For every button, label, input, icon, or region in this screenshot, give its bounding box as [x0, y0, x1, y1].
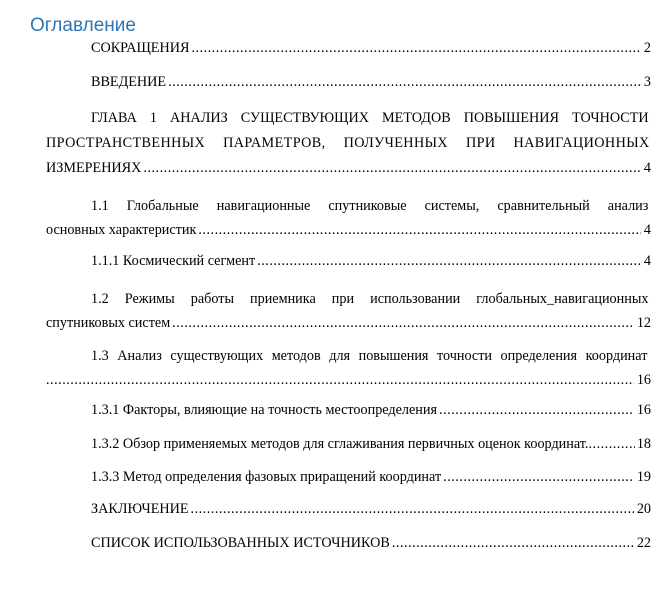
dot-leader	[257, 252, 641, 271]
dot-leader	[443, 468, 634, 487]
toc-entry-1-1[interactable]	[46, 194, 651, 242]
dot-leader	[198, 218, 641, 242]
toc-entry-1-3-2[interactable]	[46, 435, 651, 454]
toc-entry-title-line: 1.1 Глобальные навигационные спутниковые системы, сравнительный анализ	[91, 198, 649, 214]
toc-entry-references[interactable]	[46, 534, 651, 553]
dot-leader	[168, 73, 641, 92]
toc-entry-title: 1.3.3 Метод определения фазовых приращений координат	[91, 469, 442, 485]
toc-entry-title-line: ИЗМЕРЕНИЯХ	[46, 160, 142, 176]
toc-page-number: 16	[636, 372, 651, 388]
toc-entry-title: СОКРАЩЕНИЯ	[91, 40, 190, 56]
toc-page-number: 2	[643, 40, 651, 56]
toc-heading: Оглавление	[30, 15, 136, 36]
toc-entry-title-line: 1.2 Режимы работы приемника при использовании глобальных_навигационных	[91, 291, 649, 307]
dot-leader	[172, 311, 634, 335]
toc-entry-title: ЗАКЛЮЧЕНИЕ	[91, 501, 189, 517]
toc-entry-title: 1.1.1 Космический сегмент	[91, 253, 256, 269]
toc-page-number: 12	[636, 315, 651, 331]
dot-leader	[46, 368, 634, 392]
toc-entry-title: ВВЕДЕНИЕ	[91, 74, 167, 90]
toc-entry-chapter-1[interactable]	[46, 106, 651, 181]
toc-entry-abbreviations[interactable]	[46, 39, 651, 58]
dot-leader	[588, 435, 634, 454]
toc-entry-1-3-1[interactable]	[46, 401, 651, 420]
toc-entry-title: 1.3.1 Факторы, влияющие на точность местоопределения	[91, 402, 438, 418]
toc-entry-1-2[interactable]	[46, 287, 651, 335]
toc-page-number: 16	[636, 402, 651, 418]
toc-entry-title: СПИСОК ИСПОЛЬЗОВАННЫХ ИСТОЧНИКОВ	[91, 535, 390, 551]
toc-entry-title-line: спутниковых систем	[46, 315, 171, 331]
toc-page-number: 4	[643, 253, 651, 269]
toc-entry-1-3-3[interactable]	[46, 468, 651, 487]
dot-leader	[439, 401, 634, 420]
toc-page-number: 18	[636, 436, 651, 452]
dot-leader	[392, 534, 634, 553]
dot-leader	[191, 39, 640, 58]
toc-entry-title-line: 1.3 Анализ существующих методов для повышения точности определения координат	[91, 348, 648, 364]
toc-entry-1-3[interactable]	[46, 344, 651, 392]
toc-entry-introduction[interactable]	[46, 73, 651, 92]
toc-page-number: 3	[643, 74, 651, 90]
toc-entry-title: 1.3.2 Обзор применяемых методов для сглаживания первичных оценок координат.	[91, 436, 589, 452]
dot-leader	[143, 156, 641, 181]
toc-page-number: 22	[636, 535, 651, 551]
toc-entry-title-line: ПРОСТРАНСТВЕННЫХ ПАРАМЕТРОВ, ПОЛУЧЕННЫХ ПРИ НАВИГАЦИОННЫХ	[46, 135, 650, 151]
toc-entry-title-line: ГЛАВА 1 АНАЛИЗ СУЩЕСТВУЮЩИХ МЕТОДОВ ПОВЫШЕНИЯ ТОЧНОСТИ	[91, 110, 649, 126]
dot-leader	[191, 500, 634, 519]
toc-page-number: 19	[636, 469, 651, 485]
toc-page-number: 4	[643, 222, 651, 238]
toc-page-number: 20	[636, 501, 651, 517]
toc-entry-title-line: основных характеристик	[46, 222, 197, 238]
toc-entry-1-1-1[interactable]	[46, 252, 651, 271]
toc-page-number: 4	[643, 160, 651, 176]
toc-entry-conclusion[interactable]	[46, 500, 651, 519]
